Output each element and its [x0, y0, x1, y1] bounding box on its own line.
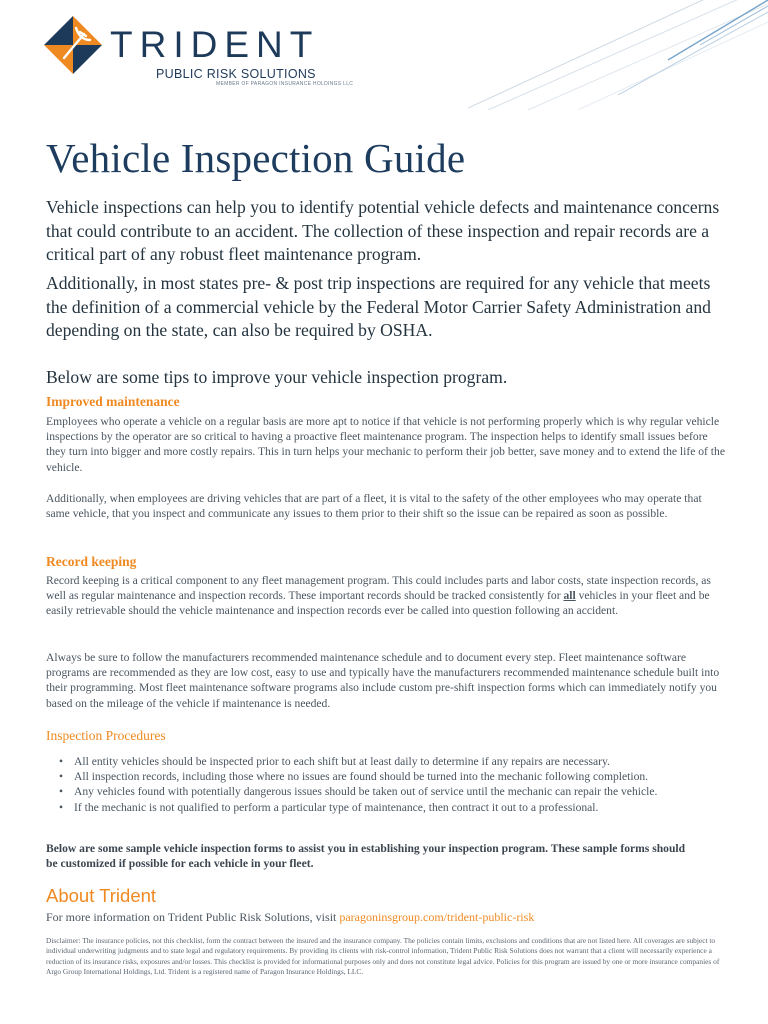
- disclaimer-text: Disclaimer: The insurance policies, not this checklist, form the contract between the insured and the insurance company. The policies contain limits, exclusions and conditions that are not listed here. All coverages are subject to individual underwriting judgments and to state legal and regulatory requirements. By providing its clients with risk-control information, Trident Public Risk Solutions does not warrant that a client will necessarily experience a reduction of its insurance risks, exposures and/or losses. This checklist is provided for informational purposes only and does not constitute legal advice. Policies for this program are issued by one or more insurance companies of Argo Group International Holdings, Ltd. Trident is a registered name of Paragon Insurance Holdings, LLC.: [46, 936, 720, 976]
- brand-tagline: PUBLIC RISK SOLUTIONS: [156, 67, 316, 81]
- record-keeping-paragraph-2: Always be sure to follow the manufacturers recommended maintenance schedule and to document every step. Fleet maintenance software programs are recommended as they are low cost, easy to use and typically have the manufacturers recommended maintenance schedule built into their programming. Most fleet maintenance software programs also include custom pre-shift inspection forms which can immediately notify you based on the mileage of the vehicle if maintenance is needed.: [46, 651, 720, 710]
- intro-paragraph-1: Vehicle inspections can help you to identify potential vehicle defects and maintenance concerns that could contribute to an accident. The collection of these inspection and repair records are a critical part of any robust fleet maintenance program.: [46, 197, 720, 264]
- list-item: • All inspection records, including those where no issues are found should be turned into the mechanic following completion.: [46, 769, 736, 784]
- inspection-procedures-list: [46, 754, 736, 815]
- inspection-procedures-heading: Inspection Procedures: [46, 728, 166, 743]
- record-keeping-heading: Record keeping: [46, 554, 137, 569]
- member-line: MEMBER OF PARAGON INSURANCE HOLDINGS LLC: [216, 81, 354, 87]
- emphasis-all: all: [563, 589, 576, 603]
- brand-name: TRIDENT: [110, 24, 320, 65]
- improved-maintenance-paragraph-2: Additionally, when employees are driving vehicles that are part of a fleet, it is vital to the safety of the other employees who may operate that same vehicle, that you inspect and communicate any issues to them prior to their shift so the issue can be repaired as soon as possible.: [46, 492, 702, 521]
- tips-intro: Below are some tips to improve your vehicle inspection program.: [46, 367, 508, 387]
- record-keeping-paragraph-1: Record keeping is a critical component to any fleet management program. This could includes parts and labor costs, state inspection records, as well as regular maintenance and inspection records. These important records should be tracked consistently for all vehicles in your fleet and be easily retrievable should the vehicle maintenance and inspection records ever be called into question following an accident.: [46, 574, 711, 618]
- corner-decoration: [468, 0, 768, 110]
- more-info-text: For more information on Trident Public Risk Solutions, visit paragoninsgroup.com/trident-public-risk: [46, 910, 535, 924]
- intro-paragraph-2: Additionally, in most states pre- & post trip inspections are required for any vehicle that meets the definition of a commercial vehicle by the Federal Motor Carrier Safety Administration and depending on the state, can also be required by OSHA.: [46, 273, 711, 340]
- page-title: Vehicle Inspection Guide: [46, 135, 466, 181]
- trident-diamond-logo-icon: [42, 14, 104, 76]
- list-item: • All entity vehicles should be inspected prior to each shift but at least daily to determine if any repairs are necessary.: [46, 754, 736, 769]
- improved-maintenance-heading: Improved maintenance: [46, 394, 180, 409]
- sample-forms-note: Below are some sample vehicle inspection forms to assist you in establishing your inspection program. These sample forms should be customized if possible for each vehicle in your fleet.: [46, 842, 686, 871]
- improved-maintenance-paragraph-1: Employees who operate a vehicle on a regular basis are more apt to notice if that vehicle is not performing properly which is why regular vehicle inspections by the operator are so critical to having a proactive fleet maintenance program. The inspection helps to identify small issues before they turn into bigger and more costly repairs. This in turn helps your mechanic to perform their job better, save money and to extend the life of the vehicle.: [46, 415, 725, 474]
- about-heading: About Trident: [46, 885, 157, 906]
- list-item: • Any vehicles found with potentially dangerous issues should be taken out of service until the mechanic can repair the vehicle.: [46, 784, 736, 799]
- list-item: • If the mechanic is not qualified to perform a particular type of maintenance, then contract it out to a professional.: [46, 800, 736, 815]
- company-logo: [42, 14, 362, 94]
- trident-website-link[interactable]: paragoninsgroup.com/trident-public-risk: [339, 910, 535, 924]
